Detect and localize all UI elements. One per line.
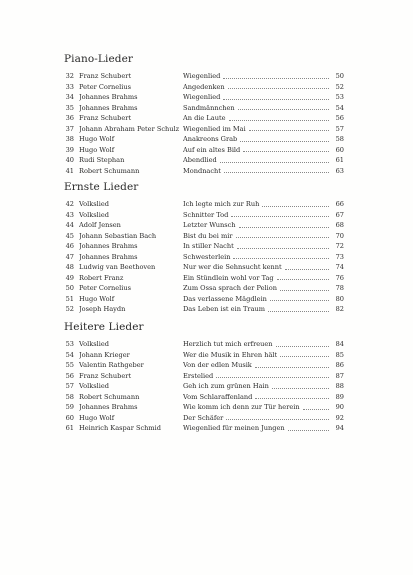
toc-entry <box>64 262 344 273</box>
entry-title-wrap <box>183 402 332 413</box>
dot-leader <box>285 262 329 270</box>
entry-title: Herzlich tut mich erfreuen <box>183 340 273 348</box>
entry-title: Wiegenlied <box>183 72 221 80</box>
entry-page-number: 89 <box>335 392 344 401</box>
entry-title-wrap <box>183 262 332 273</box>
entry-number: 59 <box>65 403 74 411</box>
entry-composer: Johann Sebastian Bach <box>79 231 157 240</box>
entry-title-wrap <box>183 231 332 242</box>
entry-number: 41 <box>65 166 74 175</box>
dot-leader <box>220 155 329 163</box>
entry-number: 40 <box>65 156 74 164</box>
entry-page-number: 85 <box>335 350 344 359</box>
entry-title-wrap <box>183 273 332 284</box>
entry-title-wrap <box>183 294 332 305</box>
dot-leader <box>262 199 329 207</box>
entry-page-number: 74 <box>335 263 344 271</box>
entry-composer: Robert Franz <box>79 273 124 282</box>
entry-title: Wie komm ich denn zur Tür herein <box>183 403 300 411</box>
entry-number: 48 <box>65 263 74 271</box>
dot-leader <box>280 350 329 358</box>
entry-number: 60 <box>65 413 74 422</box>
dot-leader <box>233 252 329 260</box>
entry-title-wrap <box>183 220 332 231</box>
entry-composer: Heinrich Kaspar Schmid <box>79 424 161 432</box>
entry-title: Anakreons Grab <box>183 135 238 143</box>
entry-title: Abendlied <box>183 156 217 164</box>
entry-title: Wiegenlied <box>183 93 221 101</box>
entry-composer: Volkslied <box>79 200 109 208</box>
toc-entry <box>64 166 344 177</box>
toc-entry <box>64 231 344 242</box>
entry-number: 54 <box>65 350 74 359</box>
toc-entry <box>64 304 344 315</box>
dot-leader <box>239 220 329 228</box>
entry-number: 42 <box>65 200 74 208</box>
entry-page-number: 50 <box>335 72 344 80</box>
entry-composer: Johannes Brahms <box>79 242 138 250</box>
entry-composer: Hugo Wolf <box>79 294 115 303</box>
entry-number: 33 <box>65 82 74 91</box>
entry-title: In stiller Nacht <box>183 242 234 250</box>
dot-leader <box>224 166 329 174</box>
dot-leader <box>223 92 329 100</box>
entry-title: Erstelied <box>183 371 214 380</box>
entry-number: 53 <box>65 340 74 348</box>
dot-leader <box>226 413 329 421</box>
toc-entry <box>64 381 344 392</box>
entry-number: 32 <box>65 72 74 80</box>
entry-composer: Peter Cornelius <box>79 284 132 292</box>
entry-page-number: 56 <box>335 114 344 122</box>
toc-entry <box>64 124 344 135</box>
entry-number: 47 <box>65 252 74 261</box>
dot-leader <box>228 82 329 90</box>
toc-entry <box>64 82 344 93</box>
entry-page-number: 72 <box>335 242 344 250</box>
entry-number: 46 <box>65 242 74 250</box>
toc-entry <box>64 252 344 263</box>
entry-number: 35 <box>65 103 74 112</box>
entry-page-number: 61 <box>335 156 344 164</box>
entry-page-number: 82 <box>335 305 344 313</box>
entry-page-number: 73 <box>335 252 344 261</box>
entry-title-wrap <box>183 371 332 382</box>
dot-leader <box>303 402 329 410</box>
toc-entry <box>64 145 344 156</box>
entry-title-wrap <box>183 360 332 371</box>
dot-leader <box>280 283 329 291</box>
entry-number: 56 <box>65 371 74 380</box>
entry-title-wrap <box>183 103 332 114</box>
entry-title-wrap <box>183 124 332 135</box>
entry-number: 57 <box>65 382 74 390</box>
entry-title: Der Schäfer <box>183 413 224 422</box>
toc-entry <box>64 392 344 403</box>
toc-entry <box>64 71 344 82</box>
section-heading: Ernste Lieder <box>64 181 139 193</box>
entry-title-wrap <box>183 381 332 392</box>
entry-composer: Franz Schubert <box>79 371 132 380</box>
entry-composer: Johannes Brahms <box>79 252 138 261</box>
entry-composer: Ludwig van Beethoven <box>79 263 156 271</box>
dot-leader <box>236 231 330 239</box>
toc-entry <box>64 371 344 382</box>
dot-leader <box>238 103 329 111</box>
entry-page-number: 90 <box>335 403 344 411</box>
entry-title-wrap <box>183 166 332 177</box>
entry-composer: Robert Schumann <box>79 392 140 401</box>
entry-page-number: 92 <box>335 413 344 422</box>
toc-entry <box>64 339 344 350</box>
entry-page-number: 80 <box>335 294 344 303</box>
entry-title: Geh ich zum grünen Hain <box>183 382 269 390</box>
entry-composer: Johann Abraham Peter Schulz <box>79 124 180 133</box>
entry-title: Ein Stündlein wohl vor Tag <box>183 273 274 282</box>
dot-leader <box>270 294 329 302</box>
entry-title: Wiegenlied im Mai <box>183 124 246 133</box>
section-heading: Piano-Lieder <box>64 53 134 65</box>
dot-leader <box>249 124 329 132</box>
entry-page-number: 53 <box>335 93 344 101</box>
dot-leader <box>272 381 329 389</box>
entry-title: Wiegenlied für meinen Jungen <box>183 424 285 432</box>
entry-title-wrap <box>183 339 332 350</box>
entry-number: 38 <box>65 135 74 143</box>
entry-title: Zum Ossa sprach der Pelion <box>183 284 277 292</box>
section-piano-lieder <box>64 52 344 176</box>
entry-title-wrap <box>183 350 332 361</box>
entry-number: 51 <box>65 294 74 303</box>
entry-title: Nur wer die Sehnsucht kennt <box>183 263 282 271</box>
entry-composer: Volkslied <box>79 382 109 390</box>
entry-number: 50 <box>65 284 74 292</box>
entry-composer: Hugo Wolf <box>79 135 115 143</box>
entry-title: An die Laute <box>183 114 226 122</box>
entry-page-number: 68 <box>335 221 344 229</box>
dot-leader <box>223 71 329 79</box>
dot-leader <box>277 273 329 281</box>
entry-page-number: 63 <box>335 166 344 175</box>
entry-page-number: 67 <box>335 210 344 219</box>
entry-title-wrap <box>183 134 332 145</box>
section-heading: Heitere Lieder <box>64 321 144 333</box>
toc-entry <box>64 402 344 413</box>
entry-number: 52 <box>65 305 74 313</box>
entry-title-wrap <box>183 113 332 124</box>
entry-number: 39 <box>65 145 74 154</box>
entry-title-wrap <box>183 252 332 263</box>
dot-leader <box>276 339 329 347</box>
toc-entry <box>64 210 344 221</box>
entry-page-number: 70 <box>335 231 344 240</box>
entry-composer: Johannes Brahms <box>79 93 138 101</box>
entry-number: 55 <box>65 361 74 369</box>
entry-page-number: 57 <box>335 124 344 133</box>
entry-title-wrap <box>183 413 332 424</box>
toc-entry <box>64 273 344 284</box>
entry-title: Letzter Wunsch <box>183 221 236 229</box>
entry-title: Schnitter Tod <box>183 210 229 219</box>
entry-page-number: 94 <box>335 424 344 432</box>
entry-composer: Adolf Jensen <box>79 221 121 229</box>
entry-title: Von der edlen Musik <box>183 361 252 369</box>
entry-title-wrap <box>183 241 332 252</box>
entry-title-wrap <box>183 283 332 294</box>
entry-composer: Joseph Haydn <box>79 305 126 313</box>
entry-title: Bist du bei mir <box>183 231 233 240</box>
entry-title: Schwesterlein <box>183 252 231 261</box>
section-ernste-lieder <box>64 180 344 315</box>
entry-title-wrap <box>183 199 332 210</box>
toc-entry <box>64 350 344 361</box>
entry-composer: Rudi Stephan <box>79 156 125 164</box>
entry-title-wrap <box>183 92 332 103</box>
entry-number: 58 <box>65 392 74 401</box>
entry-title: Das Leben ist ein Traum <box>183 305 266 313</box>
toc-entry <box>64 360 344 371</box>
dot-leader <box>288 423 329 431</box>
entry-number: 36 <box>65 114 74 122</box>
entry-title: Mondnacht <box>183 166 221 175</box>
toc-entry <box>64 199 344 210</box>
entry-page-number: 88 <box>335 382 344 390</box>
entry-number: 44 <box>65 221 74 229</box>
toc-entry <box>64 113 344 124</box>
entry-title: Ich legte mich zur Ruh <box>183 200 260 208</box>
entry-number: 45 <box>65 231 74 240</box>
entry-page-number: 60 <box>335 145 344 154</box>
entry-composer: Volkslied <box>79 210 109 219</box>
entry-page-number: 84 <box>335 340 344 348</box>
toc-entry <box>64 220 344 231</box>
toc-entry <box>64 155 344 166</box>
entry-title-wrap <box>183 82 332 93</box>
dot-leader <box>243 145 329 153</box>
entry-title-wrap <box>183 392 332 403</box>
dot-leader <box>255 392 329 400</box>
entry-page-number: 54 <box>335 103 344 112</box>
entry-composer: Valentin Rathgeber <box>79 361 144 369</box>
entry-composer: Franz Schubert <box>79 114 132 122</box>
toc-entry <box>64 283 344 294</box>
entry-composer: Hugo Wolf <box>79 145 115 154</box>
toc-entry <box>64 92 344 103</box>
entry-composer: Robert Schumann <box>79 166 140 175</box>
entry-composer: Franz Schubert <box>79 72 132 80</box>
entry-title-wrap <box>183 155 332 166</box>
entry-number: 61 <box>65 424 74 432</box>
dot-leader <box>268 304 329 312</box>
entry-page-number: 78 <box>335 284 344 292</box>
entry-page-number: 87 <box>335 371 344 380</box>
toc-entry <box>64 241 344 252</box>
entry-page-number: 86 <box>335 361 344 369</box>
entry-page-number: 58 <box>335 135 344 143</box>
entry-title-wrap <box>183 210 332 221</box>
entry-title: Sandmännchen <box>183 103 235 112</box>
entry-composer: Volkslied <box>79 340 109 348</box>
entry-title-wrap <box>183 423 332 434</box>
dot-leader <box>240 134 329 142</box>
dot-leader <box>229 113 329 121</box>
section-heitere-lieder <box>64 320 344 434</box>
entry-title-wrap <box>183 71 332 82</box>
entry-composer: Johannes Brahms <box>79 403 138 411</box>
entry-composer: Johann Krieger <box>79 350 130 359</box>
entry-title: Wer die Musik in Ehren hält <box>183 350 278 359</box>
entry-number: 49 <box>65 273 74 282</box>
entry-title-wrap <box>183 304 332 315</box>
dot-leader <box>255 360 329 368</box>
entry-title: Auf ein altes Bild <box>183 145 241 154</box>
entry-number: 37 <box>65 124 74 133</box>
entry-composer: Peter Cornelius <box>79 82 132 91</box>
entry-number: 34 <box>65 93 74 101</box>
toc-entry <box>64 294 344 305</box>
entry-page-number: 52 <box>335 82 344 91</box>
entry-page-number: 66 <box>335 200 344 208</box>
entry-composer: Johannes Brahms <box>79 103 138 112</box>
dot-leader <box>237 241 329 249</box>
toc-entry <box>64 103 344 114</box>
entry-page-number: 76 <box>335 273 344 282</box>
entry-title: Angedenken <box>183 82 225 91</box>
entry-composer: Hugo Wolf <box>79 413 115 422</box>
toc-entry <box>64 134 344 145</box>
entry-title-wrap <box>183 145 332 156</box>
dot-leader <box>216 371 329 379</box>
toc-entry <box>64 423 344 434</box>
dot-leader <box>231 210 329 218</box>
entry-title: Vom Schlaraffenland <box>183 392 253 401</box>
toc-entry <box>64 413 344 424</box>
entry-title: Das verlassene Mägdlein <box>183 294 267 303</box>
entry-number: 43 <box>65 210 74 219</box>
